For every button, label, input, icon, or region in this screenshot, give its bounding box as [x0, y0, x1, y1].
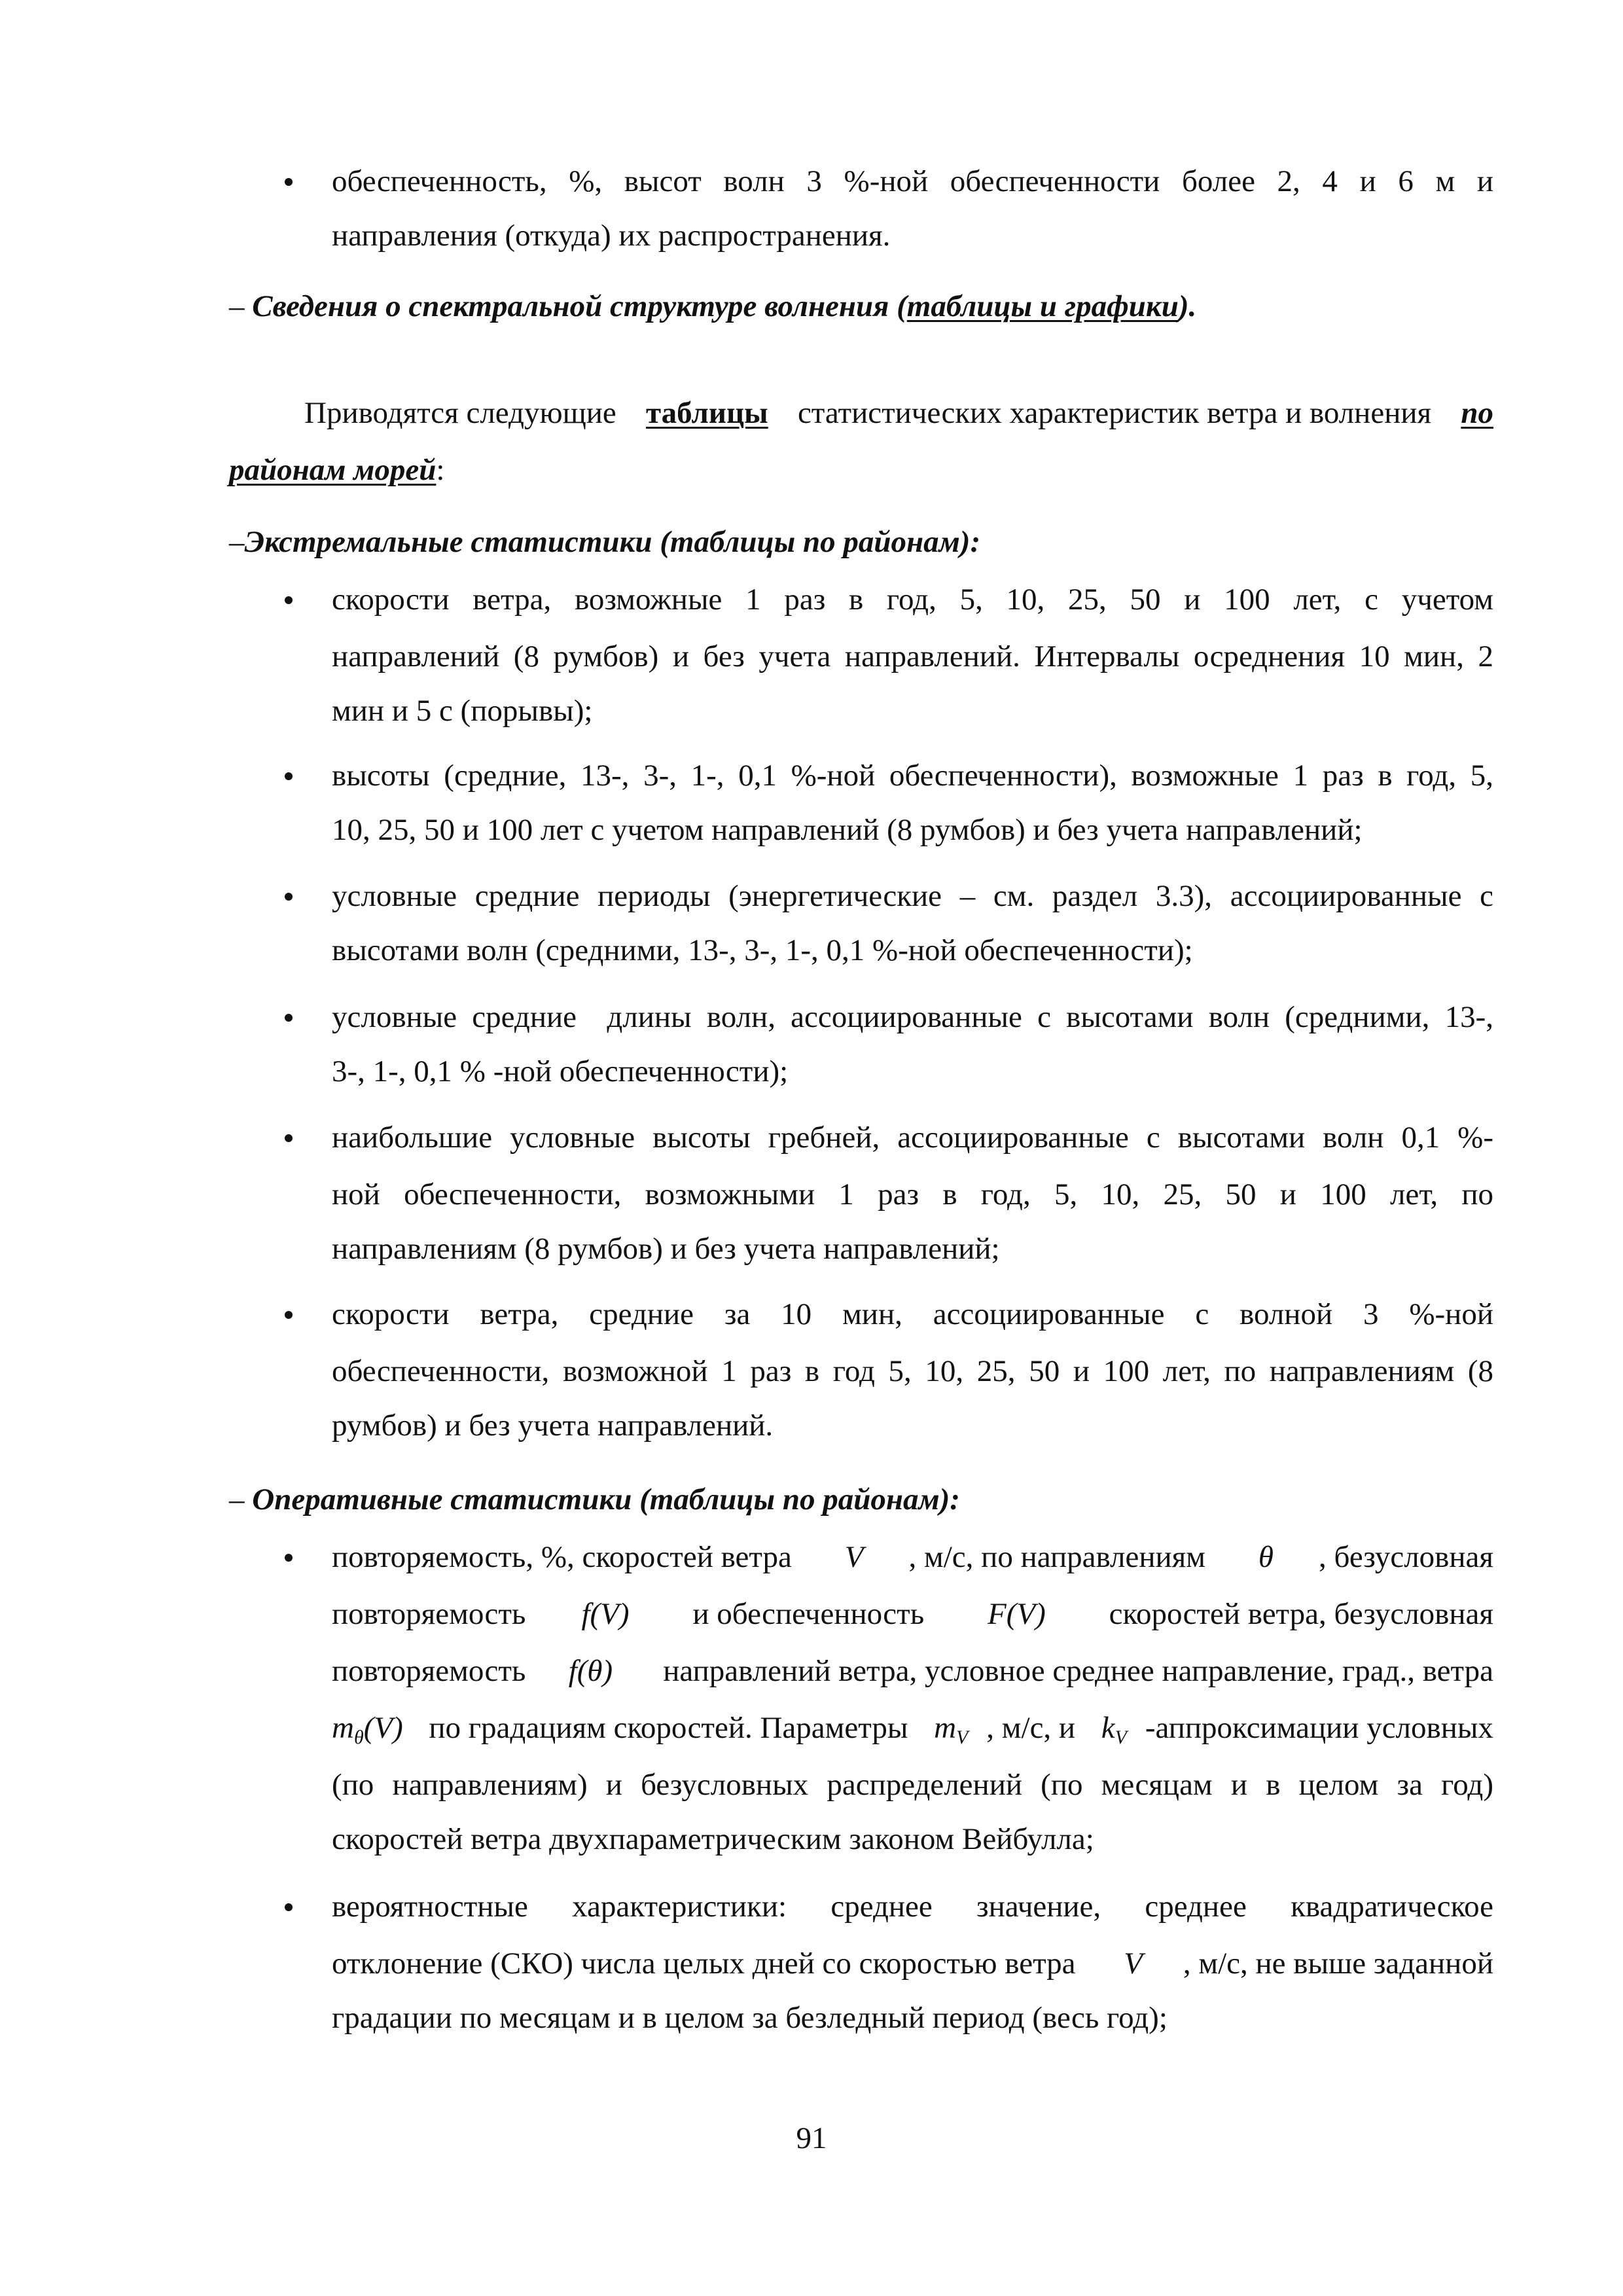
text-fragment: повторяемость, %, скоростей ветра	[332, 1540, 800, 1574]
heading-dash: –	[229, 1482, 245, 1516]
text-fragment: -аппроксимации условных	[1145, 1711, 1493, 1745]
section-heading	[229, 289, 1196, 324]
heading-dash: –	[229, 525, 245, 559]
text-line: направлений (8 румбов) и без учета направлений. Интервалы осреднения 10 мин, 2	[332, 639, 1493, 673]
text-line: скоростей ветра двухпараметрическим законом Вейбулла;	[332, 1822, 1094, 1856]
text-line: румбов) и без учета направлений.	[332, 1408, 774, 1443]
text-line: скорости ветра, средние за 10 мин, ассоциированные с волной 3 %-ной	[332, 1297, 1493, 1331]
text-fragment: скоростей ветра, безусловная	[1101, 1597, 1493, 1631]
intro-colon: :	[436, 453, 445, 487]
text-line: вероятностные характеристики: среднее значение, среднее квадратическое	[332, 1890, 1493, 1924]
text-line: обеспеченность, %, высот волн 3 %-ной обеспеченности более 2, 4 и 6 м и	[332, 164, 1493, 198]
heading-text: Экстремальные статистики (таблицы по районам):	[244, 525, 981, 559]
text-fragment: , м/с, не выше заданной	[1183, 1946, 1493, 1981]
text-line: ной обеспеченности, возможными 1 раз в год, 5, 10, 25, 50 и 100 лет, по	[332, 1177, 1493, 1211]
intro-tail-seas: районам морей	[229, 453, 437, 487]
formula-m-v: $m_V$	[934, 1711, 969, 1748]
text-line: мин и 5 с (порывы);	[332, 694, 593, 728]
bullet-icon	[285, 1311, 293, 1319]
text-line: градации по месяцам и в целом за безледный период (весь год);	[332, 2001, 1168, 2035]
formula-m-theta: $m_\theta(V)$	[332, 1711, 403, 1748]
formula-f-theta: f(θ)	[568, 1654, 613, 1688]
text-line: 3-, 1-, 0,1 % -ной обеспеченности);	[332, 1054, 789, 1088]
text-line: высотами волн (средними, 13-, 3-, 1-, 0,1 %-ной обеспеченности);	[332, 933, 1193, 967]
text-line: условные средние периоды (энергетические – см. раздел 3.3), ассоциированные с	[332, 879, 1493, 913]
theta-symbol: θ	[1258, 1540, 1274, 1574]
text-line: направления (откуда) их распространения.	[332, 219, 891, 253]
text-fragment: по градациям скоростей. Параметры	[421, 1711, 916, 1745]
bullet-icon	[285, 178, 293, 186]
text-fragment: , м/с, по направлениям	[908, 1540, 1213, 1574]
velocity-symbol: V	[844, 1540, 864, 1574]
bullet-icon	[285, 596, 293, 604]
text-line: (по направлениям) и безусловных распределений (по месяцам и в целом за год)	[332, 1768, 1493, 1802]
bullet-icon	[285, 1903, 293, 1911]
section-heading	[229, 1482, 960, 1517]
page-number: 91	[796, 2121, 827, 2155]
formula-f-v: f(V)	[581, 1597, 630, 1631]
intro-bold-word: таблицы	[646, 396, 768, 430]
intro-text-pre: Приводятся следующие	[304, 396, 624, 430]
bullet-icon	[285, 1014, 293, 1022]
text-fragment: и обеспеченность	[685, 1597, 932, 1631]
velocity-symbol: V	[1124, 1946, 1143, 1981]
text-line: условные средние длины волн, ассоциированные с высотами волн (средними, 13-,	[332, 1000, 1493, 1034]
text-line: высоты (средние, 13-, 3-, 1-, 0,1 %-ной обеспеченности), возможные 1 раз в год, 5,	[332, 759, 1493, 793]
formula-F-v: F(V)	[988, 1597, 1046, 1631]
bullet-icon	[285, 893, 293, 901]
heading-end: ).	[1178, 289, 1197, 323]
text-fragment: повторяемость	[332, 1654, 526, 1688]
text-line: наибольшие условные высоты гребней, ассоциированные с высотами волн 0,1 %-	[332, 1121, 1493, 1155]
text-line: скорости ветра, возможные 1 раз в год, 5, 10, 25, 50 и 100 лет, с учетом	[332, 583, 1493, 617]
text-fragment: , м/с, и	[986, 1711, 1083, 1745]
text-line: направлениям (8 румбов) и без учета направлений;	[332, 1232, 1000, 1266]
intro-tail: по	[1461, 396, 1493, 430]
text-fragment: направлений ветра, условное среднее направление, град., ветра	[655, 1654, 1493, 1688]
text-line: обеспеченности, возможной 1 раз в год 5, 10, 25, 50 и 100 лет, по направлениям (8	[332, 1354, 1493, 1388]
formula-k-v: $k_V$	[1101, 1711, 1127, 1748]
heading-underlined-text: таблицы и графики	[906, 289, 1179, 323]
text-fragment: повторяемость	[332, 1597, 526, 1631]
heading-text: Сведения о спектральной структуре волнения (	[252, 289, 907, 323]
heading-dash: –	[229, 289, 245, 323]
section-heading	[229, 524, 980, 560]
bullet-icon	[285, 1554, 293, 1562]
intro-text-mid: статистических характеристик ветра и волнения	[790, 396, 1439, 430]
text-fragment: отклонение (СКО) числа целых дней со скоростью ветра	[332, 1946, 1084, 1981]
bullet-icon	[285, 1134, 293, 1142]
bullet-icon	[285, 772, 293, 780]
text-line: 10, 25, 50 и 100 лет с учетом направлений (8 румбов) и без учета направлений;	[332, 813, 1363, 847]
text-fragment: , безусловная	[1319, 1540, 1493, 1574]
heading-text: Оперативные статистики (таблицы по районам):	[252, 1482, 960, 1516]
